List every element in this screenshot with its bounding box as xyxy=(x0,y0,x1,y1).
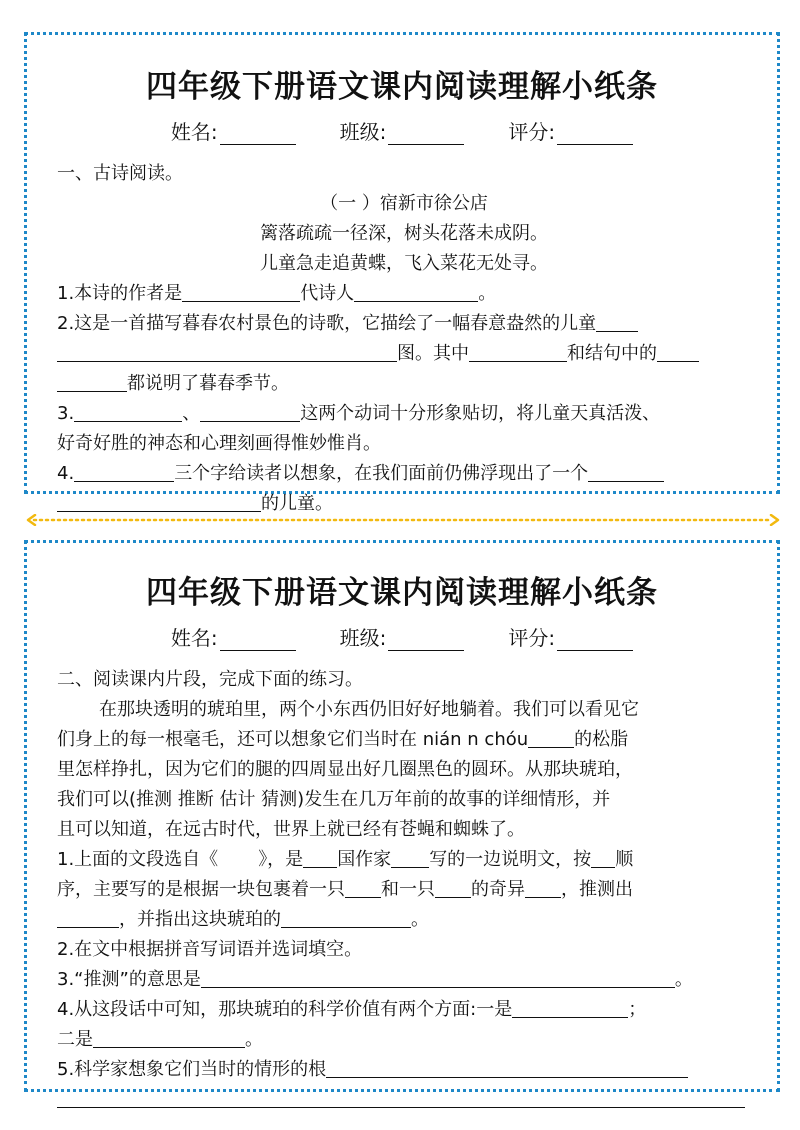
answer-blank[interactable] xyxy=(354,281,478,302)
class-field[interactable]: 班级: xyxy=(340,116,465,145)
question-1: 1.上面的文段选自《 》，是 国作家 写的一边说明文，按 顺 xyxy=(57,849,634,870)
name-field[interactable]: 姓名: xyxy=(171,622,296,651)
answer-blank[interactable] xyxy=(201,967,675,988)
answer-blank[interactable] xyxy=(57,907,119,928)
answer-line xyxy=(57,1085,751,1115)
answer-blank[interactable] xyxy=(469,341,567,362)
answer-blank[interactable] xyxy=(512,997,628,1018)
worksheet-card-2 xyxy=(24,540,780,1092)
passage-line: 且可以知道，在远古时代，世界上就已经有苍蝇和蜘蛛了。 xyxy=(57,819,525,840)
answer-blank[interactable] xyxy=(345,877,381,898)
answer-blank[interactable] xyxy=(57,341,397,362)
answer-blank[interactable] xyxy=(281,907,411,928)
answer-blank[interactable] xyxy=(57,491,261,512)
dotted-arrow-divider xyxy=(26,514,780,526)
answer-blank[interactable] xyxy=(303,847,337,868)
answer-blank[interactable] xyxy=(57,371,127,392)
page-title: 四年级下册语文课内阅读理解小纸条 xyxy=(146,575,658,611)
section-heading: 二、阅读课内片段，完成下面的练习。 xyxy=(57,669,363,690)
poem-line: 篱落疏疏一径深，树头花落未成阴。 xyxy=(260,223,548,244)
question-1-cont: 序，主要写的是根据一块包裹着一只 和一只 的奇异 ，推测出 xyxy=(57,879,633,900)
worksheet-card-1 xyxy=(24,32,780,514)
question-2: 2.在文中根据拼音写词语并选词填空。 xyxy=(57,939,363,960)
answer-blank[interactable] xyxy=(93,1027,245,1048)
question-3: 3. 、 这两个动词十分形象贴切，将儿童天真活泼、 xyxy=(57,403,661,424)
page-title: 四年级下册语文课内阅读理解小纸条 xyxy=(146,69,658,105)
answer-blank[interactable] xyxy=(326,1057,688,1078)
student-info-row xyxy=(27,622,777,651)
question-3: 3.“推测”的意思是 。 xyxy=(57,969,693,990)
passage-line: 在那块透明的琥珀里，两个小东西仍旧好好地躺着。我们可以看见它 xyxy=(99,699,639,720)
answer-blank[interactable] xyxy=(591,847,615,868)
answer-blank[interactable] xyxy=(74,401,182,422)
section-heading: 一、古诗阅读。 xyxy=(57,163,183,184)
question-1-cont: ，并指出这块琥珀的 。 xyxy=(57,905,751,935)
question-4: 4. 三个字给读者以想象，在我们面前仍佛浮现出了一个 xyxy=(57,459,751,489)
question-2-cont: 都说明了暮春季节。 xyxy=(57,369,751,399)
question-3-cont: 好奇好胜的神态和心理刻画得惟妙惟肖。 xyxy=(57,433,381,454)
score-field[interactable]: 评分: xyxy=(508,622,633,651)
question-1: 1.本诗的作者是 代诗人 。 xyxy=(57,283,497,304)
answer-blank[interactable] xyxy=(525,877,561,898)
answer-blank[interactable] xyxy=(57,1087,745,1108)
score-field[interactable]: 评分: xyxy=(508,116,633,145)
question-4: 4.从这段话中可知，那块琥珀的科学价值有两个方面:一是 ； xyxy=(57,999,647,1020)
answer-blank[interactable] xyxy=(74,461,174,482)
answer-blank[interactable] xyxy=(596,311,638,332)
passage-line: 里怎样挣扎，因为它们的腿的四周显出好几圈黑色的圆环。从那块琥珀， xyxy=(57,759,633,780)
student-info-row xyxy=(27,116,777,145)
question-4-cont: 的儿童。 xyxy=(57,489,751,519)
passage-line: 们身上的每一根毫毛，还可以想象它们当时在 nián n chóu 的松脂 xyxy=(57,729,629,750)
answer-blank[interactable] xyxy=(182,281,300,302)
question-4-cont: 二是 。 xyxy=(57,1029,263,1050)
question-2: 2.这是一首描写暮春农村景色的诗歌，它描绘了一幅春意盎然的儿童 xyxy=(57,309,751,339)
question-2-cont: 图。其中 和结句中的 xyxy=(57,339,751,369)
question-5: 5.科学家想象它们当时的情形的根 xyxy=(57,1055,751,1085)
name-field[interactable]: 姓名: xyxy=(171,116,296,145)
answer-blank[interactable] xyxy=(435,877,471,898)
class-field[interactable]: 班级: xyxy=(340,622,465,651)
answer-blank[interactable] xyxy=(528,727,574,748)
answer-blank[interactable] xyxy=(200,401,300,422)
answer-blank[interactable] xyxy=(657,341,699,362)
poem-line: 儿童急走追黄蝶，飞入菜花无处寻。 xyxy=(260,253,548,274)
passage-line: 我们可以(推测 推断 估计 猜测)发生在几万年前的故事的详细情形，并 xyxy=(57,789,611,810)
answer-blank[interactable] xyxy=(588,461,664,482)
poem-title: （一 ）宿新市徐公店 xyxy=(320,193,488,214)
answer-blank[interactable] xyxy=(391,847,429,868)
